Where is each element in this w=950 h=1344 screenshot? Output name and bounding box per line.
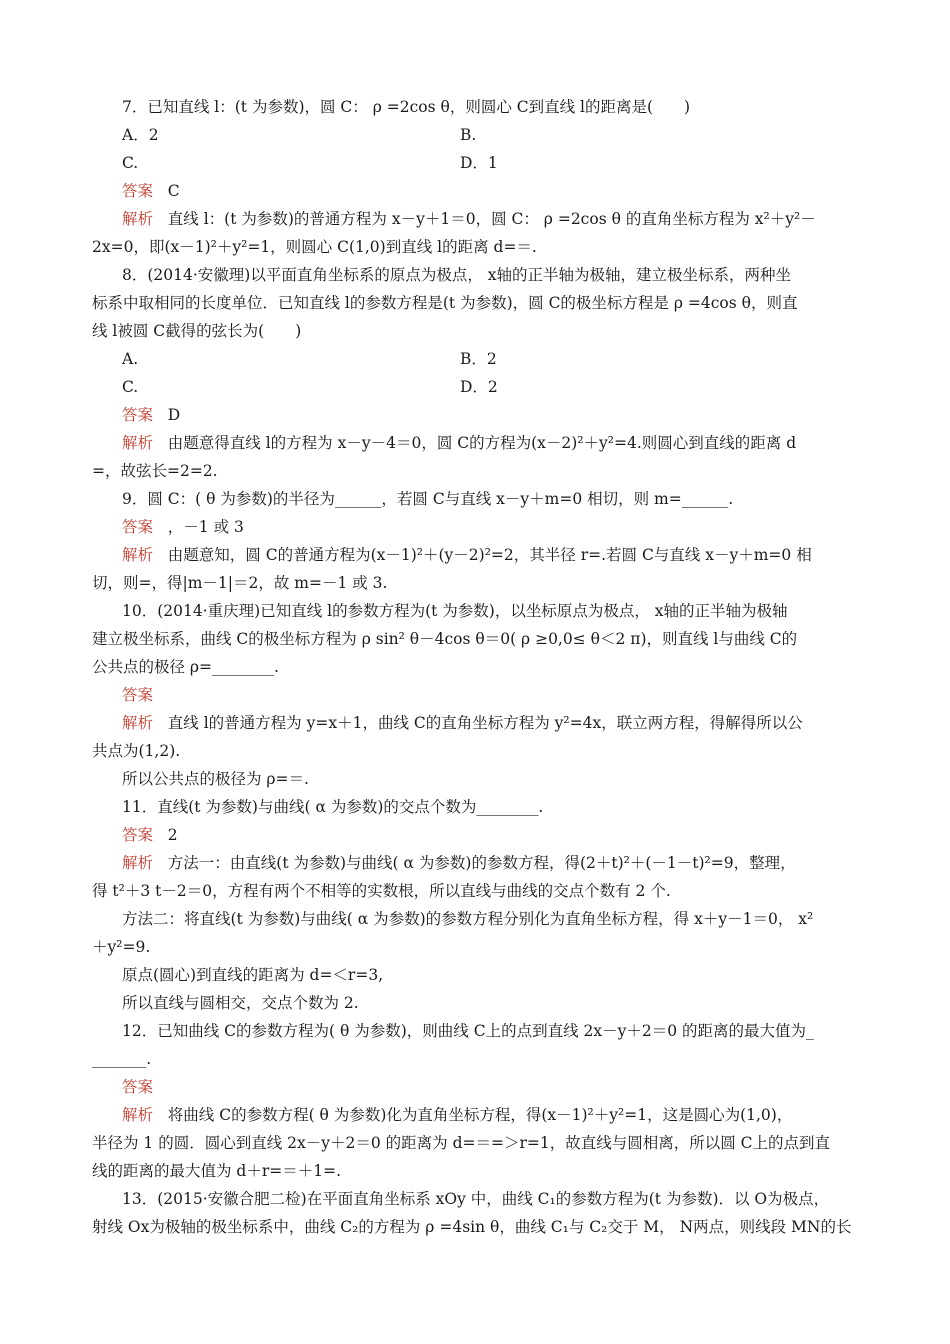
q9-explanation-text-2: 切，则=，得|m－1|＝2，故 m=－1 或 3.: [92, 574, 388, 592]
q10-stem-2: 建立极坐标系，曲线 C的极坐标方程为 ρ sin² θ－4cos θ＝0( ρ ≥0,0≤ θ＜2 π)，则直线 l与曲线 C的: [92, 630, 798, 648]
q7-answer-value: C: [167, 182, 180, 200]
q7-option-b: B.: [460, 126, 477, 144]
q11-stem: 11．直线(t 为参数)与曲线( α 为参数)的交点个数为________.: [122, 798, 544, 816]
q12-stem-2: _______.: [92, 1050, 152, 1068]
q11-answer-value: 2: [167, 826, 178, 844]
q8-answer-row: [122, 404, 180, 426]
answer-label: 答案: [122, 826, 154, 844]
explanation-label: 解析: [122, 1106, 154, 1124]
q7-explanation-text-2: 2x=0，即(x－1)²＋y²=1，则圆心 C(1,0)到直线 l的距离 d=＝.: [92, 238, 537, 256]
q8-stem-3: 线 l被圆 C截得的弦长为( ): [92, 322, 302, 340]
q11-explanation-text: 方法一：由直线(t 为参数)与曲线( α 为参数)的参数方程，得(2＋t)²＋(－1－t)²=9，整理，: [167, 854, 796, 872]
q7-option-d: D．1: [460, 154, 498, 172]
answer-label: 答案: [122, 1078, 154, 1096]
q10-explanation-text: 直线 l的普通方程为 y=x＋1，曲线 C的直角坐标方程为 y²=4x，联立两方程，得解得所以公: [167, 714, 803, 732]
q9-answer-row: [122, 516, 244, 538]
q12-explanation-row: [122, 1104, 792, 1126]
q12-explanation-text-2: 半径为 1 的圆．圆心到直线 2x－y＋2＝0 的距离为 d=＝=＞r=1，故直线与圆相离，所以圆 C上的点到直: [92, 1134, 831, 1152]
q11-answer-row: [122, 824, 178, 846]
q9-stem: 9．圆 C：( θ 为参数)的半径为______，若圆 C与直线 x－y＋m=0 相切，则 m=______.: [122, 490, 734, 508]
q9-answer-value: ，－1 或 3: [167, 518, 244, 536]
q7-answer-row: [122, 180, 180, 202]
answer-label: 答案: [122, 518, 154, 536]
explanation-label: 解析: [122, 546, 154, 564]
q12-explanation-text: 将曲线 C的参数方程( θ 为参数)化为直角坐标方程，得(x－1)²＋y²=1，这是圆心为(1,0)，: [167, 1106, 793, 1124]
answer-label: 答案: [122, 686, 154, 704]
q11-explanation-text-3: 方法二：将直线(t 为参数)与曲线( α 为参数)的参数方程分别化为直角坐标方程，得 x＋y－1＝0， x²: [122, 910, 814, 928]
q11-explanation-text-2: 得 t²＋3 t－2＝0，方程有两个不相等的实数根，所以直线与曲线的交点个数有 2 个.: [92, 882, 671, 900]
q7-option-a: A．2: [122, 126, 159, 144]
q8-explanation-text-2: =，故弦长=2=2.: [92, 462, 218, 480]
q7-stem: 7．已知直线 l：(t 为参数)，圆 C： ρ =2cos θ，则圆心 C到直线 l的距离是( ): [122, 98, 691, 116]
q10-explanation-row: [122, 712, 803, 734]
q8-explanation-row: [122, 432, 796, 454]
q8-option-d: D．2: [460, 378, 498, 396]
explanation-label: 解析: [122, 434, 154, 452]
answer-label: 答案: [122, 182, 154, 200]
q12-explanation-text-3: 线的距离的最大值为 d＋r=＝＋1=.: [92, 1162, 342, 1180]
q11-explanation-text-5: 原点(圆心)到直线的距离为 d=＜r=3,: [122, 966, 384, 984]
q12-answer-row: [122, 1076, 163, 1098]
q13-stem: 13．(2015·安徽合肥二检)在平面直角坐标系 xOy 中，曲线 C₁的参数方程为(t 为参数)．以 O为极点，: [122, 1190, 830, 1208]
q8-option-c: C.: [122, 378, 139, 396]
q12-stem: 12．已知曲线 C的参数方程为( θ 为参数)，则曲线 C上的点到直线 2x－y＋2＝0 的距离的最大值为_: [122, 1022, 814, 1040]
answer-label: 答案: [122, 406, 154, 424]
q10-answer-row: [122, 684, 163, 706]
q9-explanation-text: 由题意知，圆 C的普通方程为(x－1)²＋(y－2)²=2，其半径 r=.若圆 C与直线 x－y＋m=0 相: [167, 546, 812, 564]
explanation-label: 解析: [122, 210, 154, 228]
explanation-label: 解析: [122, 854, 154, 872]
q11-explanation-text-6: 所以直线与圆相交，交点个数为 2.: [122, 994, 359, 1012]
q8-option-b: B．2: [460, 350, 497, 368]
q8-explanation-text: 由题意得直线 l的方程为 x－y－4＝0，圆 C的方程为(x－2)²＋y²=4.则圆心到直线的距离 d: [167, 434, 797, 452]
q8-stem-2: 标系中取相同的长度单位．已知直线 l的参数方程是(t 为参数)，圆 C的极坐标方程是 ρ =4cos θ，则直: [92, 294, 798, 312]
q7-explanation-text: 直线 l：(t 为参数)的普通方程为 x－y＋1＝0，圆 C： ρ =2cos θ 的直角坐标方程为 x²＋y²－: [167, 210, 816, 228]
q8-stem: 8．(2014·安徽理)以平面直角坐标系的原点为极点， x轴的正半轴为极轴，建立极坐标系，两种坐: [122, 266, 792, 284]
q11-explanation-row: [122, 852, 796, 874]
q10-stem: 10．(2014·重庆理)已知直线 l的参数方程为(t 为参数)，以坐标原点为极点， x轴的正半轴为极轴: [122, 602, 788, 620]
q8-answer-value: D: [167, 406, 181, 424]
explanation-label: 解析: [122, 714, 154, 732]
q11-explanation-text-4: ＋y²=9.: [92, 938, 151, 956]
q7-explanation-row: [122, 208, 816, 230]
q10-stem-3: 公共点的极径 ρ=________.: [92, 658, 279, 676]
q13-stem-2: 射线 Ox为极轴的极坐标系中，曲线 C₂的方程为 ρ =4sin θ，曲线 C₁与 C₂交于 M， N两点，则线段 MN的长: [92, 1218, 852, 1236]
q8-option-a: A.: [122, 350, 139, 368]
q9-explanation-row: [122, 544, 812, 566]
q10-explanation-text-3: 所以公共点的极径为 ρ=＝.: [122, 770, 309, 788]
q7-option-c: C.: [122, 154, 139, 172]
q10-explanation-text-2: 共点为(1,2).: [92, 742, 181, 760]
